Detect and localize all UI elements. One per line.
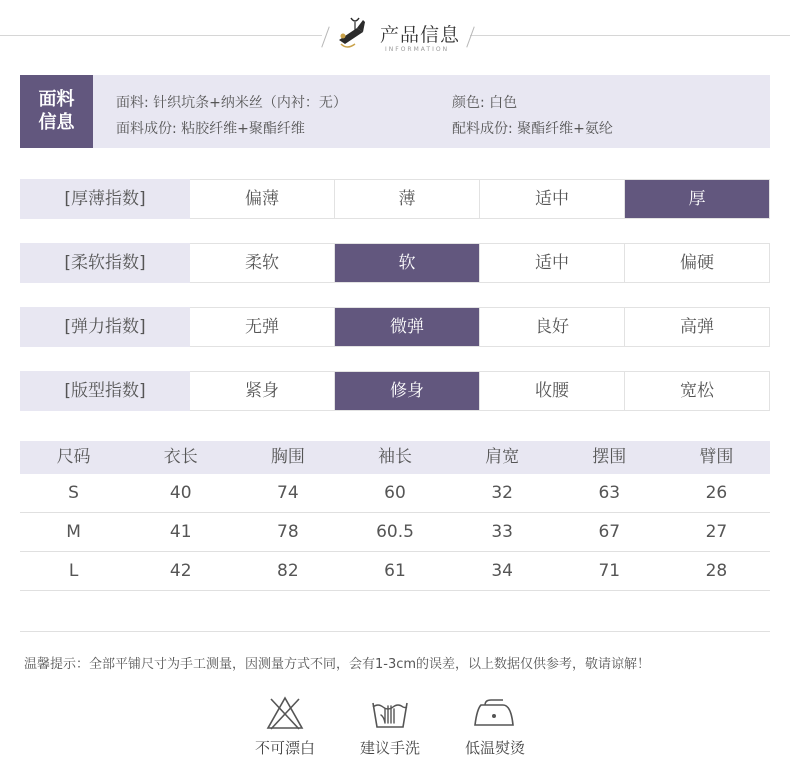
- table-cell: L: [68, 561, 79, 581]
- hand-wash-icon: [370, 695, 410, 731]
- table-cell: 42: [169, 561, 192, 581]
- table-cell: 61: [384, 561, 406, 581]
- column-header: 袖长: [377, 447, 412, 467]
- table-cell: 82: [277, 561, 299, 581]
- fabric-info-panel: [20, 75, 770, 148]
- index-option: 无弹: [245, 317, 279, 337]
- index-label: [版型指数]: [20, 371, 190, 411]
- header-rule-left: [0, 35, 322, 36]
- fabric-color: 颜色: 白色: [452, 95, 518, 111]
- fabric-accessory: 配料成份: 聚酯纤维+氨纶: [452, 121, 613, 137]
- index-option: 宽松: [624, 372, 769, 410]
- care-label: 建议手洗: [359, 739, 420, 757]
- index-label: [厚薄指数]: [20, 179, 190, 219]
- column-header: 摆围: [592, 447, 627, 467]
- column-header: 臂围: [699, 447, 734, 467]
- index-option: 修身: [334, 372, 479, 410]
- table-row: [20, 513, 770, 552]
- fabric-label-line2: 信息: [38, 112, 75, 133]
- softness-index-row: [20, 243, 770, 283]
- index-option: 软: [334, 244, 479, 282]
- fit-index-row: [20, 371, 770, 411]
- low-iron-icon: [473, 695, 517, 731]
- fabric-material: 面料: 针织坑条+纳米丝（内衬：无）: [116, 95, 347, 111]
- measurement-note: 温馨提示：全部平铺尺寸为手工测量，因测量方式不同，会有1-3cm的误差，以上数据仅供参考，敬请谅解！: [24, 657, 651, 672]
- index-option: 薄: [334, 180, 479, 218]
- wine-glass-logo-icon: [333, 14, 375, 50]
- index-options: [190, 243, 770, 283]
- index-option: 微弹: [334, 308, 479, 346]
- size-table-header: [20, 441, 770, 474]
- column-header: 尺码: [56, 447, 91, 467]
- index-option: 适中: [479, 244, 624, 282]
- care-low-iron: [450, 695, 540, 758]
- table-cell: 60: [384, 483, 406, 503]
- table-cell: 71: [598, 561, 621, 581]
- index-option: 厚: [624, 180, 769, 218]
- elasticity-index-row: [20, 307, 770, 347]
- index-option: 适中: [479, 180, 624, 218]
- header-slash-left: [321, 26, 329, 47]
- header-rule-right: [470, 35, 790, 36]
- index-option: 高弹: [624, 308, 769, 346]
- index-option: 收腰: [479, 372, 624, 410]
- fabric-composition: 面料成份: 粘胶纤维+聚酯纤维: [116, 121, 305, 137]
- divider: [20, 631, 770, 632]
- index-option: 柔软: [245, 253, 279, 273]
- table-cell: 40: [169, 483, 192, 503]
- care-label: 低温熨烫: [464, 739, 525, 757]
- table-cell: 27: [705, 522, 728, 542]
- page-subtitle: INFORMATION: [385, 46, 450, 53]
- care-label: 不可漂白: [254, 739, 315, 757]
- fabric-label-line1: 面料: [38, 89, 75, 110]
- table-cell: 74: [277, 483, 299, 503]
- table-cell: 63: [598, 483, 621, 503]
- header-slash-right: [466, 26, 474, 47]
- care-hand-wash: [345, 695, 435, 758]
- table-cell: 33: [491, 522, 513, 542]
- table-cell: M: [66, 522, 81, 542]
- table-cell: 28: [705, 561, 728, 581]
- table-cell: 60.5: [376, 522, 414, 542]
- table-row: [20, 474, 770, 513]
- page-title: 产品信息: [380, 24, 461, 46]
- index-option: 偏薄: [245, 189, 279, 209]
- fabric-info-label: [20, 75, 93, 148]
- column-header: 肩宽: [485, 447, 520, 467]
- index-option: 偏硬: [624, 244, 769, 282]
- table-cell: 26: [705, 483, 728, 503]
- table-cell: 41: [169, 522, 192, 542]
- index-options: [190, 179, 770, 219]
- thickness-index-row: [20, 179, 770, 219]
- table-cell: 67: [598, 522, 621, 542]
- table-cell: 32: [491, 483, 513, 503]
- table-row: [20, 552, 770, 591]
- index-option: 良好: [479, 308, 624, 346]
- table-cell: S: [68, 483, 79, 503]
- table-cell: 34: [491, 561, 513, 581]
- care-no-bleach: [240, 695, 330, 758]
- index-label: [弹力指数]: [20, 307, 190, 347]
- index-option: 紧身: [245, 381, 279, 401]
- table-cell: 78: [277, 522, 299, 542]
- index-options: [190, 307, 770, 347]
- column-header: 衣长: [163, 447, 198, 467]
- size-table: [20, 441, 770, 591]
- index-options: [190, 371, 770, 411]
- no-bleach-icon: [265, 695, 305, 731]
- index-label: [柔软指数]: [20, 243, 190, 283]
- column-header: 胸围: [270, 447, 305, 467]
